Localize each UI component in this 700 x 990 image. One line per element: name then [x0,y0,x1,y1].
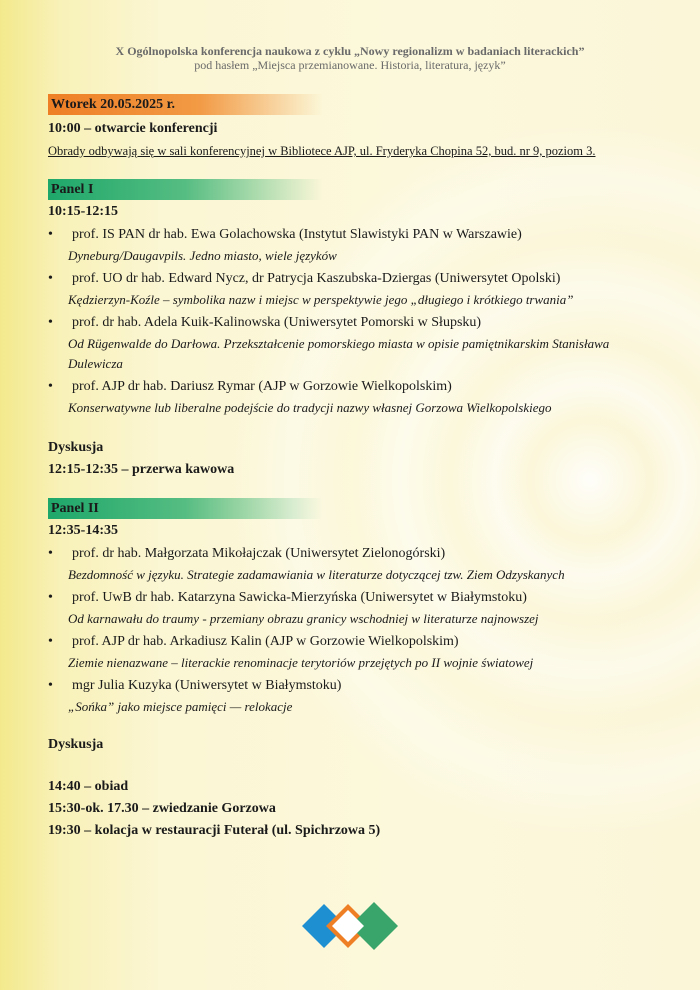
panel-1-discussion: Dyskusja [48,440,104,455]
coffee-break: 12:15-12:35 – przerwa kawowa [48,462,235,477]
panel-2-discussion: Dyskusja [48,737,104,752]
talk-title: Konserwatywne lub liberalne podejście do tradycji nazwy własnej Gorzowa Wielkopolskiego [68,400,552,415]
city-tour: 15:30-ok. 17.30 – zwiedzanie Gorzowa [48,801,276,816]
bullet-icon: • [48,678,53,693]
talk-title: Od karnawału do traumy - przemiany obrazu granicy wschodniej w literaturze najnowszej [68,611,539,626]
conference-motto: pod hasłem „Miejsca przemianowane. Historia, literatura, język” [194,58,506,72]
bullet-icon: • [48,227,53,242]
bullet-icon: • [48,379,53,394]
talk-speaker: prof. AJP dr hab. Arkadiusz Kalin (AJP w Gorzowie Wielkopolskim) [72,634,459,649]
list-item [48,543,668,585]
day-label: Wtorek 20.05.2025 r. [48,94,323,115]
talk-title: „Sońka” jako miejsce pamięci — relokacje [68,699,293,714]
panel-2-label: Panel II [48,498,323,519]
list-item [48,376,668,418]
bullet-icon: • [48,315,53,330]
talk-speaker: prof. AJP dr hab. Dariusz Rymar (AJP w Gorzowie Wielkopolskim) [72,379,452,394]
program-content [48,94,668,841]
talk-title: Od Rügenwalde do Darłowa. Przekształcenie pomorskiego miasta w opisie pamiętnikarskim Stanisława Dulewicza [68,336,610,371]
list-item [48,675,668,717]
list-item [48,587,668,629]
panel-2-talks [48,543,668,717]
talk-title: Kędzierzyn-Koźle – symbolika nazw i miejsc w perspektywie jego „długiego i krótkiego trwania” [68,292,574,307]
talk-title: Bezdomność w języku. Strategie zadamawiania w literaturze dotyczącej tzw. Ziem Odzyskanych [68,567,565,582]
talk-speaker: prof. dr hab. Małgorzata Mikołajczak (Uniwersytet Zielonogórski) [72,546,446,561]
talk-speaker: prof. dr hab. Adela Kuik-Kalinowska (Uniwersytet Pomorski w Słupsku) [72,315,482,330]
list-item [48,631,668,673]
talk-speaker: prof. UO dr hab. Edward Nycz, dr Patrycja Kaszubska-Dziergas (Uniwersytet Opolski) [72,271,561,286]
conference-title: X Ogólnopolska konferencja naukowa z cyklu „Nowy regionalizm w badaniach literackich” [115,44,585,58]
talk-speaker: mgr Julia Kuzyka (Uniwersytet w Białymstoku) [72,678,342,693]
bullet-icon: • [48,634,53,649]
panel-1-talks [48,224,668,418]
organizer-logo [302,900,402,952]
talk-speaker: prof. UwB dr hab. Katarzyna Sawicka-Mierzyńska (Uniwersytet w Białymstoku) [72,590,527,605]
list-item [48,224,668,266]
opening-time: 10:00 – otwarcie konferencji [48,121,218,136]
talk-title: Dyneburg/Daugavpils. Jedno miasto, wiele języków [68,248,337,263]
venue-note: Obrady odbywają się w sali konferencyjnej w Bibliotece AJP, ul. Fryderyka Chopina 52, bud. nr 9, poziom 3. [48,144,596,158]
logo-inner-white-icon [332,910,364,942]
list-item [48,268,668,310]
conference-header [0,44,700,72]
panel-1-time: 10:15-12:15 [48,204,118,219]
talk-title: Ziemie nienazwane – literackie renominacje terytoriów przejętych po II wojnie światowej [68,655,534,670]
bullet-icon: • [48,271,53,286]
lunch-time: 14:40 – obiad [48,779,129,794]
talk-speaker: prof. IS PAN dr hab. Ewa Golachowska (Instytut Slawistyki PAN w Warszawie) [72,227,522,242]
bullet-icon: • [48,546,53,561]
list-item [48,312,668,374]
bullet-icon: • [48,590,53,605]
dinner: 19:30 – kolacja w restauracji Futerał (ul. Spichrzowa 5) [48,823,381,838]
panel-2-time: 12:35-14:35 [48,523,118,538]
panel-1-label: Panel I [48,179,323,200]
